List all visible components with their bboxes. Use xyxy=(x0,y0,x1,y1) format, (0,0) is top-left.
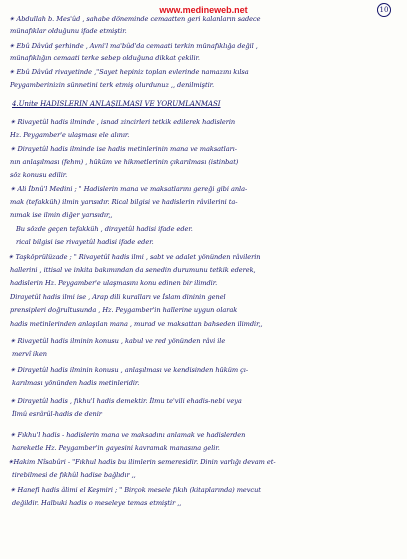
page-number: 10 xyxy=(377,3,391,17)
note-line: Peygamberinizin sünnetini terk etmiş olurdunuz ,, denilmiştir. xyxy=(10,81,215,89)
note-line: ✴ Dirayetûl hadis , fıkhu'l hadis demektir. İlmu te'vili ehadis-nebi veya xyxy=(10,397,242,405)
note-line: ✴ Fıkhu'l hadis - hadislerin mana ve maksadını anlamak ve hadislerden xyxy=(10,431,246,439)
note-line: ✴ Dirayetûl hadis ilminin konusu , anlaşılması ve kendisinden hüküm çı- xyxy=(10,366,249,374)
note-line: değildir. Halbuki hadis o meseleye temas etmiştir ,, xyxy=(12,499,182,507)
note-line: nın anlaşılması (fehm) , hüküm ve hikmetlerinin çıkarılması (istinbat) xyxy=(10,158,239,166)
note-line: ✴ Rivayetûl hadis ilminde , isnad zincirleri tetkik edilerek hadislerin xyxy=(10,118,236,126)
note-line: rical bilgisi ise rivayetûl hadisi ifade eder. xyxy=(16,238,154,246)
note-line: tirebilmesi de fıkhûl hadise bağlıdır ,, xyxy=(12,471,136,479)
note-line: Bu sözde geçen tefakküh , dirayetûl hadisi ifade eder. xyxy=(16,225,193,233)
unit-heading: 4.Ünite HADİSLERİN ANLAŞILMASI VE YORUMLANMASI xyxy=(12,100,221,108)
note-line: karılması yönünden hadis metinleridir. xyxy=(12,379,140,387)
note-line: nımak ise ilmin diğer yarısıdır,, xyxy=(10,211,113,219)
note-line: hallerini , ittisal ve inkita bakımından da senedin durumunu tetkik ederek, xyxy=(10,266,256,274)
note-line: İlmû esrârûl-hadis de denir xyxy=(12,410,102,418)
note-line: hareketle Hz. Peygamber'in gayesini kavramak manasına gelir. xyxy=(12,444,220,452)
note-line: ✴ Abdullah b. Mes'ûd , sahabe döneminde cemaatten geri kalanların sadece xyxy=(9,15,261,23)
note-line: hadislerin Hz. Peygamber'e ulaşmasını konu edinen bir ilimdir. xyxy=(10,279,218,287)
note-line: ✴ Taşköprülüzade ; " Rivayetûl hadis ilmi , sabt ve adalet yönünden râvilerin xyxy=(8,253,261,261)
note-line: prensipleri doğrultusunda , Hz. Peygamber'in hallerine uygun olarak xyxy=(10,306,238,314)
note-line: ✴ Ebû Dâvûd şerhinde , Avni'l ma'bûd'da cemaati terkin münafıklığa değil , xyxy=(9,42,258,50)
note-line: Hz. Peygamber'e ulaşması ele alınır. xyxy=(10,131,130,139)
note-line: ✴ Ebû Dâvûd rivayetinde ,"Sayet hepiniz toplan evlerinde namazını kılsa xyxy=(9,68,249,76)
note-line: ✴ Dirayetûl hadis ilminde ise hadis metinlerinin mana ve maksatları- xyxy=(10,145,237,153)
note-line: münafıklar olduğunu ifade etmiştir. xyxy=(10,27,127,35)
note-line: söz konusu edilir. xyxy=(10,171,68,179)
note-line: hadis metinlerinden anlaşılan mana , murad ve maksattan bahseden ilimdir,, xyxy=(10,320,263,328)
note-line: münafıklığın cemaati terke sebep olduğuna dikkat çekilir. xyxy=(10,54,200,62)
note-line: ✴ Ali İbnû'l Medini ; " Hadislerin mana ve maksatlarını gereği gibi anla- xyxy=(10,185,248,193)
site-watermark: www.medineweb.net xyxy=(159,5,248,15)
note-line: ✴Hakim Nîsabûri - "Fıkhul hadis bu ilimlerin semeresidir. Dinin varlığı devam et- xyxy=(8,458,276,466)
note-line: ✴ Hanefi hadis âlimi el Keşmiri ; " Birçok mesele fıkıh (kitaplarında) mevcut xyxy=(10,486,261,494)
note-line: ✴ Rivayetûl hadis ilminin konusu , kabul ve red yönünden râvi ile xyxy=(10,337,226,345)
note-line: mervî iken xyxy=(12,350,47,358)
note-line: Dirayetûl hadis ilmi ise , Arap dili kuralları ve İslam dininin genel xyxy=(10,293,226,301)
note-line: mak (tefakküh) ilmin yarısıdır. Rical bilgisi ve hadislerin râvilerini ta- xyxy=(10,198,238,206)
